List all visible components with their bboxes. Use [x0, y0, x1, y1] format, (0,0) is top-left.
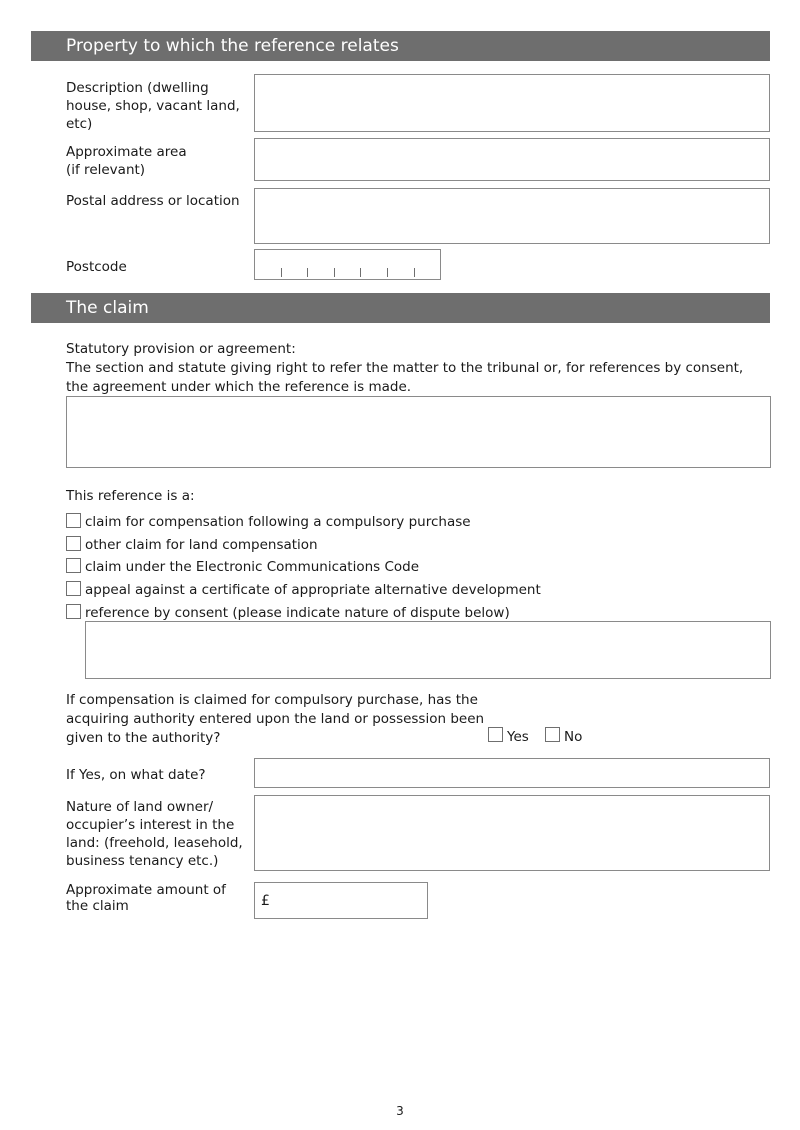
currency-symbol: £ [261, 893, 270, 909]
amount-field[interactable] [254, 882, 428, 919]
postcode-divider [307, 268, 308, 277]
area-field[interactable] [254, 138, 770, 181]
statutory-provision-field[interactable] [66, 396, 771, 468]
page-number: 3 [396, 1104, 404, 1118]
interest-field[interactable] [254, 795, 770, 871]
interest-label: Nature of land owner/ occupier’s interest in the land: (freehold, leasehold, business tenancy etc.) [66, 799, 243, 869]
certificate-appeal-checkbox[interactable] [66, 581, 81, 596]
statutory-heading: Statutory provision or agreement: [66, 341, 296, 357]
statutory-text: The section and statute giving right to refer the matter to the tribunal or, for references by consent, the agreement under which the reference is made. [66, 360, 744, 395]
postcode-divider [334, 268, 335, 277]
certificate-appeal-label: appeal against a certificate of appropriate alternative development [85, 582, 541, 598]
postcode-divider [414, 268, 415, 277]
section-header-claim: The claim [31, 293, 770, 323]
postcode-divider [281, 268, 282, 277]
postcode-divider [360, 268, 361, 277]
postcode-field[interactable] [254, 249, 441, 280]
no-checkbox[interactable] [545, 727, 560, 742]
address-label: Postal address or location [66, 193, 240, 209]
amount-label: Approximate amount of the claim [66, 882, 226, 914]
entry-question: If compensation is claimed for compulsory purchase, has the acquiring authority entered upon the land or possession been given to the authority? [66, 692, 485, 746]
electronic-communications-label: claim under the Electronic Communications Code [85, 559, 420, 575]
compulsory-purchase-checkbox[interactable] [66, 513, 81, 528]
date-field[interactable] [254, 758, 770, 788]
compulsory-purchase-label: claim for compensation following a compulsory purchase [85, 514, 471, 530]
land-compensation-checkbox[interactable] [66, 536, 81, 551]
reference-by-consent-checkbox[interactable] [66, 604, 81, 619]
electronic-communications-checkbox[interactable] [66, 558, 81, 573]
description-field[interactable] [254, 74, 770, 132]
date-label: If Yes, on what date? [66, 767, 206, 783]
reference-type-heading: This reference is a: [66, 488, 195, 504]
description-label: Description (dwelling house, shop, vacant land, etc) [66, 80, 240, 132]
dispute-nature-field[interactable] [85, 621, 771, 679]
no-label: No [564, 729, 583, 745]
reference-by-consent-label: reference by consent (please indicate nature of dispute below) [85, 605, 510, 621]
yes-checkbox[interactable] [488, 727, 503, 742]
section-header-property: Property to which the reference relates [31, 31, 770, 61]
land-compensation-label: other claim for land compensation [85, 537, 318, 553]
area-label: Approximate area (if relevant) [66, 144, 187, 178]
postcode-divider [387, 268, 388, 277]
yes-label: Yes [507, 729, 529, 745]
address-field[interactable] [254, 188, 770, 244]
postcode-label: Postcode [66, 259, 127, 275]
